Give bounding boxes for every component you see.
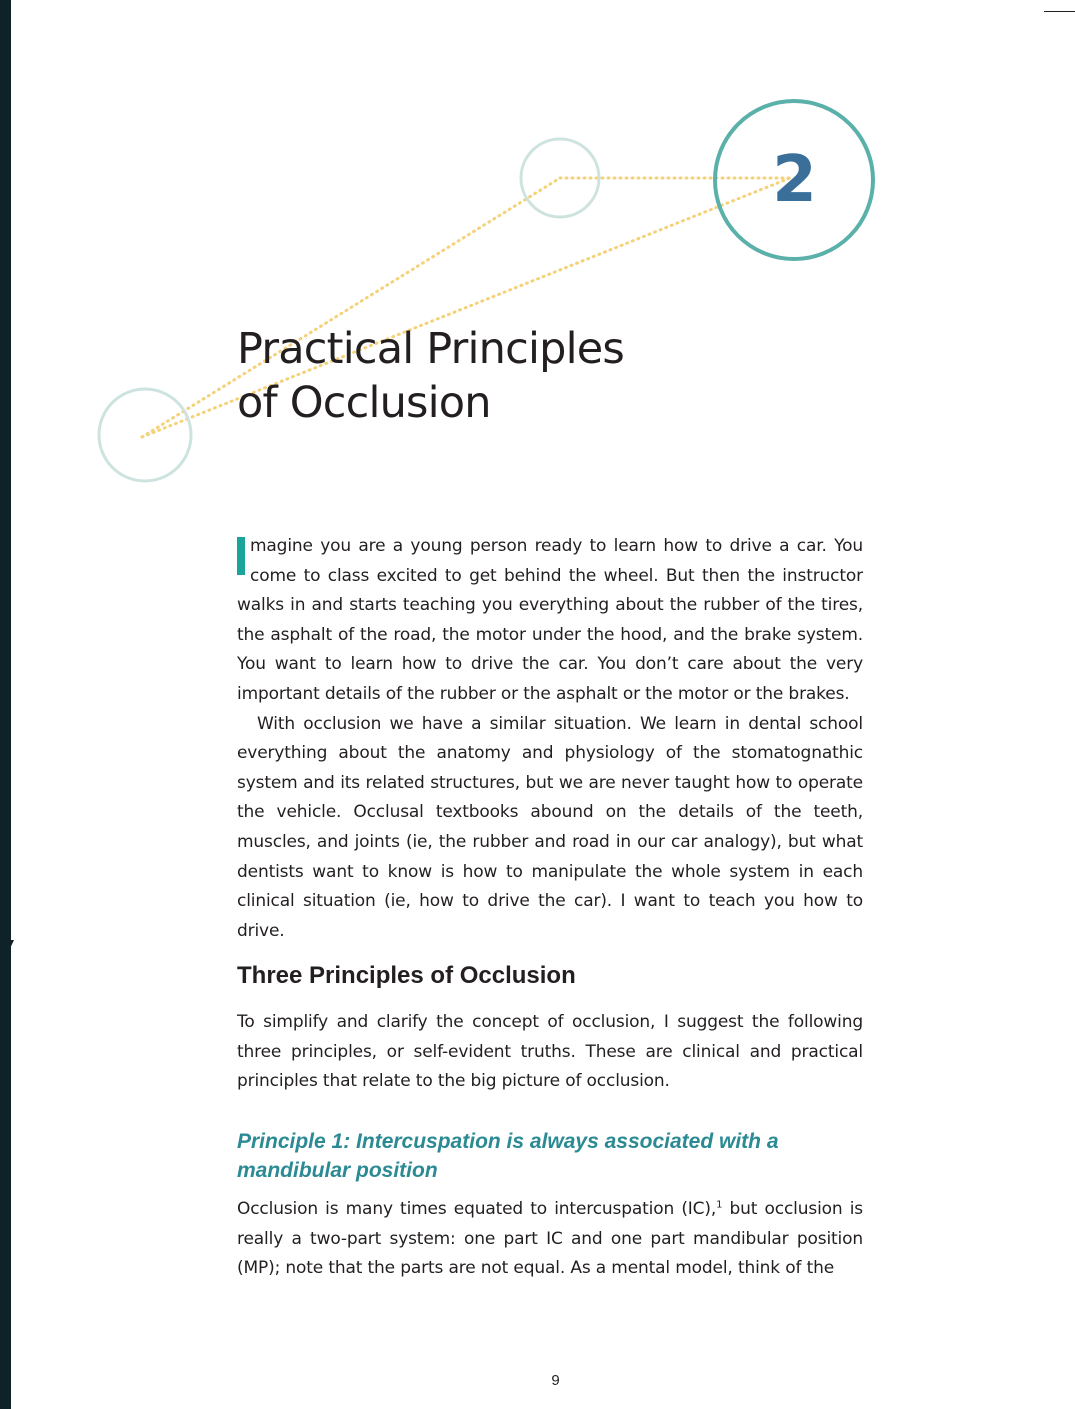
principle-1-heading bbox=[237, 1127, 877, 1185]
section-paragraph: To simplify and clarify the concept of occlusion, I suggest the following three principles, or self-evident truths. These are clinical and practical principles that relate to the big picture of occlusion. bbox=[237, 1012, 863, 1092]
section-heading: Three Principles of Occlusion bbox=[237, 962, 576, 989]
principle-1-paragraph bbox=[237, 1195, 863, 1284]
intro-paragraph-1-text: magine you are a young person ready to learn how to drive a car. You come to class excited to get behind the wheel. But then the instructor walks in and starts teaching you everything about the rubber of the tires, the asphalt of the road, the motor under the hood, and the brake system. You want to learn how to drive the car. You don’t care about the very important details of the rubber or the asphalt or the motor or the brakes. bbox=[237, 536, 863, 704]
intro-paragraph-1 bbox=[237, 532, 863, 710]
chapter-title-line1: Practical Principles bbox=[237, 324, 624, 374]
principle-1-heading-line1: Principle 1: Intercuspation is always associated with a bbox=[237, 1130, 779, 1153]
left-edge-notch bbox=[0, 940, 14, 970]
principle-1-heading-line2: mandibular position bbox=[237, 1159, 438, 1182]
chapter-decoration bbox=[0, 0, 1075, 520]
principle-1-text-a: Occlusion is many times equated to intercuspation (IC), bbox=[237, 1199, 717, 1219]
circle-small-left-icon bbox=[99, 389, 191, 481]
chapter-title-line2: of Occlusion bbox=[237, 378, 491, 428]
chapter-title bbox=[237, 322, 624, 430]
footnote-ref[interactable]: 1 bbox=[716, 1199, 723, 1211]
dropcap-letter bbox=[237, 537, 245, 575]
page-number: 9 bbox=[551, 1372, 560, 1389]
intro-text bbox=[237, 532, 863, 946]
intro-paragraph-2: With occlusion we have a similar situation. We learn in dental school everything about the anatomy and physiology of the stomatognathic system and its related structures, but we are never taught how to operate the vehicle. Occlusal textbooks abound on the details of the teeth, muscles, and joints (ie, the rubber and road in our car analogy), but what dentists want to know is how to manipulate the whole system in each clinical situation (ie, how to drive the car). I want to teach you how to drive. bbox=[237, 713, 863, 941]
principle-1-text-b: but occlusion is really a two-part system: one part IC and one part mandibular position (MP); note that the parts are not equal. As a mental model, think of the bbox=[237, 1199, 863, 1279]
chapter-number: 2 bbox=[772, 143, 816, 217]
